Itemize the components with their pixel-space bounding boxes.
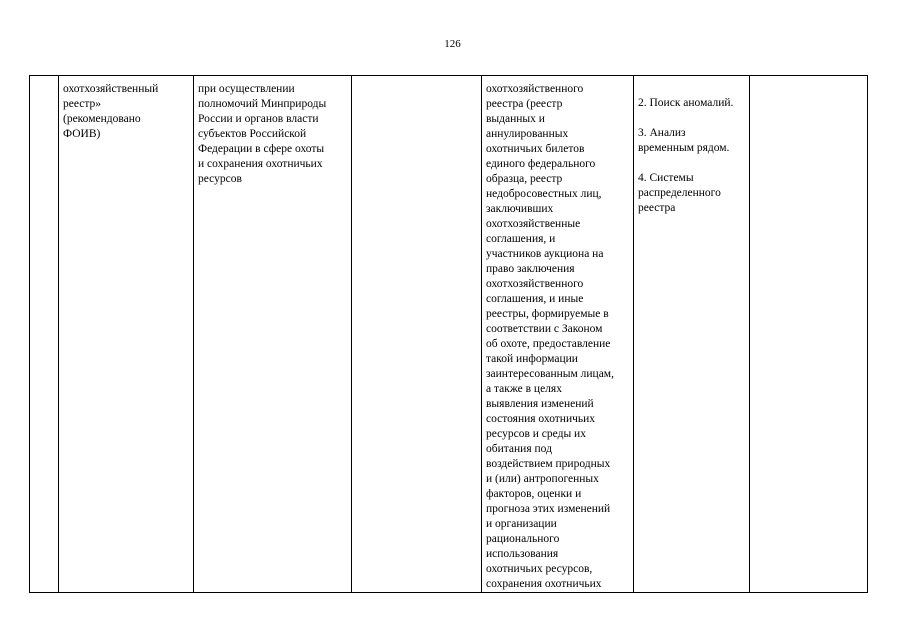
table-cell-technologies [634, 76, 750, 593]
table-row [30, 76, 868, 593]
table-cell-registry-name [59, 76, 194, 593]
authority-text: при осуществлении полномочий Минприроды России и органов власти субъектов Российской Федерации в сфере охоты и сохранения охотничьих ресурсов [198, 83, 327, 185]
document-table [29, 75, 868, 593]
registry-name-text: охотхозяйственный реестр» (рекомендовано ФОИВ) [63, 83, 159, 140]
technology-item: 2. Поиск аномалий. [638, 97, 734, 109]
page-number: 126 [444, 38, 461, 50]
table-cell-index [30, 76, 59, 593]
description-text: охотхозяйственного реестра (реестр выданных и аннулированных охотничьих билетов единого федерального образца, реестр недобросовестных лиц, заключивших охотхозяйственные соглашения, и участников аукциона на право заключения охотхозяйственного соглашения, и иные реестры, формируемые в соответствии с Законом об охоте, предоставление такой информации заинтересованным лицам, а также в целях выявления изменений состояния охотничьих ресурсов и среды их обитания под воздействием природных и (или) антропогенных факторов, оценки и прогноза этих изменений и организации рационального использования охотничьих ресурсов, сохранения охотничьих [486, 83, 614, 590]
table-cell-empty [352, 76, 482, 593]
table-cell-description [482, 76, 634, 593]
technology-item: 4. Системы распределенного реестра [638, 172, 721, 214]
technology-item: 3. Анализ временным рядом. [638, 127, 730, 154]
table-cell-authority [194, 76, 352, 593]
table-cell-last [750, 76, 868, 593]
